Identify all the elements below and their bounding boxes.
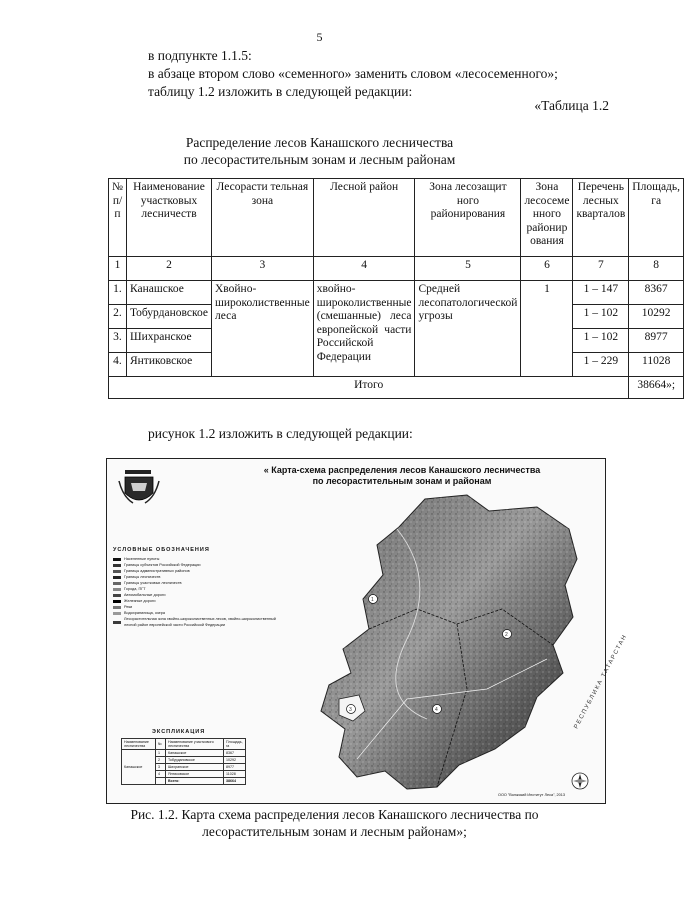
neighbor-region-label: РЕСПУБЛИКА ТАТАРСТАН <box>573 633 629 730</box>
legend-swatch-icon <box>113 594 121 597</box>
index-cell: 7 <box>573 257 629 281</box>
legend-swatch-icon <box>113 570 121 573</box>
row-quarters: 1 – 229 <box>573 353 629 377</box>
map-legend <box>113 556 288 628</box>
legend-label: Реки <box>124 605 133 609</box>
merged-protect-zone: Средней лесопатологической угрозы <box>415 281 521 377</box>
legend-label: Железные дороги <box>124 599 156 603</box>
row-num: 1. <box>109 281 127 305</box>
row-num: 2. <box>109 305 127 329</box>
region-number: 3 <box>349 707 352 713</box>
legend-swatch-icon <box>113 588 121 591</box>
row-area: 8977 <box>629 329 684 353</box>
legend-title: УСЛОВНЫЕ ОБОЗНАЧЕНИЯ <box>113 547 210 553</box>
region-number: 2 <box>505 632 508 638</box>
expl-total: 38664 <box>224 778 246 785</box>
index-cell: 3 <box>211 257 313 281</box>
map-title-line2: по лесорастительным зонам и районам <box>312 476 492 486</box>
row-name: Тобурдановское <box>126 305 211 329</box>
row-name: Янтиковское <box>126 353 211 377</box>
table-header-row <box>109 179 684 257</box>
header-protect-zone: Зона лесозащит ного районирования <box>415 179 521 257</box>
table-row <box>109 281 684 305</box>
legend-item <box>113 616 288 628</box>
row-name: Шихранское <box>126 329 211 353</box>
row-area: 10292 <box>629 305 684 329</box>
coat-of-arms-icon <box>117 469 161 509</box>
paragraph-table-intro: таблицу 1.2 изложить в следующей редакции: <box>148 84 413 99</box>
legend-label: Населенные пункты <box>124 557 160 561</box>
legend-swatch-icon <box>113 612 121 615</box>
map-copyright: ООО "Волжский Институт Леса", 2013 <box>497 793 565 797</box>
header-zone: Лесорасти тельная зона <box>211 179 313 257</box>
row-quarters: 1 – 102 <box>573 329 629 353</box>
explication-title: ЭКСПЛИКАЦИЯ <box>152 729 206 735</box>
expl-name: Канашское <box>166 750 224 757</box>
legend-label: Границы участковых лесничеств <box>124 581 182 585</box>
expl-header: Наименование участкового лесничества <box>166 739 224 750</box>
legend-swatch-icon <box>113 621 121 624</box>
row-num: 3. <box>109 329 127 353</box>
merged-zone: Хвойно-широколиственные леса <box>211 281 313 377</box>
header-area: Площадь, га <box>629 179 684 257</box>
expl-area: 11028 <box>224 771 246 778</box>
expl-header: Площадь, га <box>224 739 246 750</box>
index-cell: 4 <box>313 257 415 281</box>
row-quarters: 1 – 102 <box>573 305 629 329</box>
table-title-line1: Распределение лесов Канашского лесничества <box>185 135 454 150</box>
expl-num: 4 <box>156 771 166 778</box>
legend-label: Границы административных районов <box>124 569 190 573</box>
figure-caption <box>0 806 639 840</box>
row-area: 11028 <box>629 353 684 377</box>
paragraph-replace-word: в абзаце втором слово «семенного» заменить словом «лесосеменного»; <box>148 66 558 81</box>
legend-label: Лесорастительная зона хвойно-широколиственных лесов, хвойно-широколиственный лесной район европейской части Российской Федерации <box>124 617 276 627</box>
header-num: № п/п <box>109 179 127 257</box>
index-cell: 5 <box>415 257 521 281</box>
explication-header-row <box>122 739 246 750</box>
expl-num: 2 <box>156 757 166 764</box>
figure-caption-line1: Рис. 1.2. Карта схема распределения лесов Канашского лесничества по <box>130 807 539 822</box>
expl-header: Наименование лесничества <box>122 739 156 750</box>
table-index-row <box>109 257 684 281</box>
expl-header: № <box>156 739 166 750</box>
expl-area: 8367 <box>224 750 246 757</box>
expl-total-label: Всего: <box>166 778 224 785</box>
expl-area: 10292 <box>224 757 246 764</box>
expl-name: Шихранское <box>166 764 224 771</box>
region-number: 1 <box>371 597 374 603</box>
table-total-row <box>109 377 684 399</box>
table-title <box>0 134 639 168</box>
legend-swatch-icon <box>113 582 121 585</box>
index-cell: 1 <box>109 257 127 281</box>
row-name: Канашское <box>126 281 211 305</box>
expl-num: 1 <box>156 750 166 757</box>
legend-label: Автомобильные дороги <box>124 593 166 597</box>
legend-swatch-icon <box>113 600 121 603</box>
header-seed-zone: Зона лесосеме нного районир ования <box>521 179 573 257</box>
explication-table <box>121 738 246 785</box>
forest-map <box>106 458 629 804</box>
index-cell: 6 <box>521 257 573 281</box>
paragraph-figure-intro: рисунок 1.2 изложить в следующей редакции: <box>148 426 413 441</box>
map-title-line1: « Карта-схема распределения лесов Канашского лесничества <box>263 465 541 475</box>
region-number: 4 <box>435 707 438 713</box>
legend-label: Границы лесничеств <box>124 575 161 579</box>
row-quarters: 1 – 147 <box>573 281 629 305</box>
index-cell: 8 <box>629 257 684 281</box>
table-title-line2: по лесорастительным зонам и лесным районам <box>183 152 456 167</box>
total-value: 38664»; <box>629 377 684 399</box>
distribution-table <box>108 178 684 399</box>
legend-swatch-icon <box>113 564 121 567</box>
row-num: 4. <box>109 353 127 377</box>
compass-icon <box>572 773 588 789</box>
expl-name: Тобурдановское <box>166 757 224 764</box>
paragraph-subclause: в подпункте 1.1.5: <box>148 48 252 63</box>
row-area: 8367 <box>629 281 684 305</box>
expl-name: Янтиковское <box>166 771 224 778</box>
legend-label: Города, ПГТ <box>124 587 146 591</box>
expl-num: 3 <box>156 764 166 771</box>
index-cell: 2 <box>126 257 211 281</box>
explication-row <box>122 750 246 757</box>
header-district: Лесной район <box>313 179 415 257</box>
total-label: Итого <box>109 377 629 399</box>
table-label: «Таблица 1.2 <box>534 98 609 113</box>
legend-swatch-icon <box>113 576 121 579</box>
expl-area: 8977 <box>224 764 246 771</box>
header-name: Наименование участковых лесничеств <box>126 179 211 257</box>
legend-label: Границы субъектов Российской Федерации <box>124 563 201 567</box>
page-number: 5 <box>316 30 323 44</box>
merged-district: хвойно-широколиственные (смешанные) леса европейской части Российской Федерации <box>313 281 415 377</box>
expl-forestry: Канашское <box>122 750 156 785</box>
map-title <box>202 465 602 487</box>
legend-label: Водохранилища, озера <box>124 611 165 615</box>
merged-seed-zone: 1 <box>521 281 573 377</box>
legend-swatch-icon <box>113 606 121 609</box>
legend-swatch-icon <box>113 558 121 561</box>
figure-caption-line2: лесорастительным зонам и лесным районам»; <box>202 824 467 839</box>
header-quarters: Перечень лесных кварталов <box>573 179 629 257</box>
